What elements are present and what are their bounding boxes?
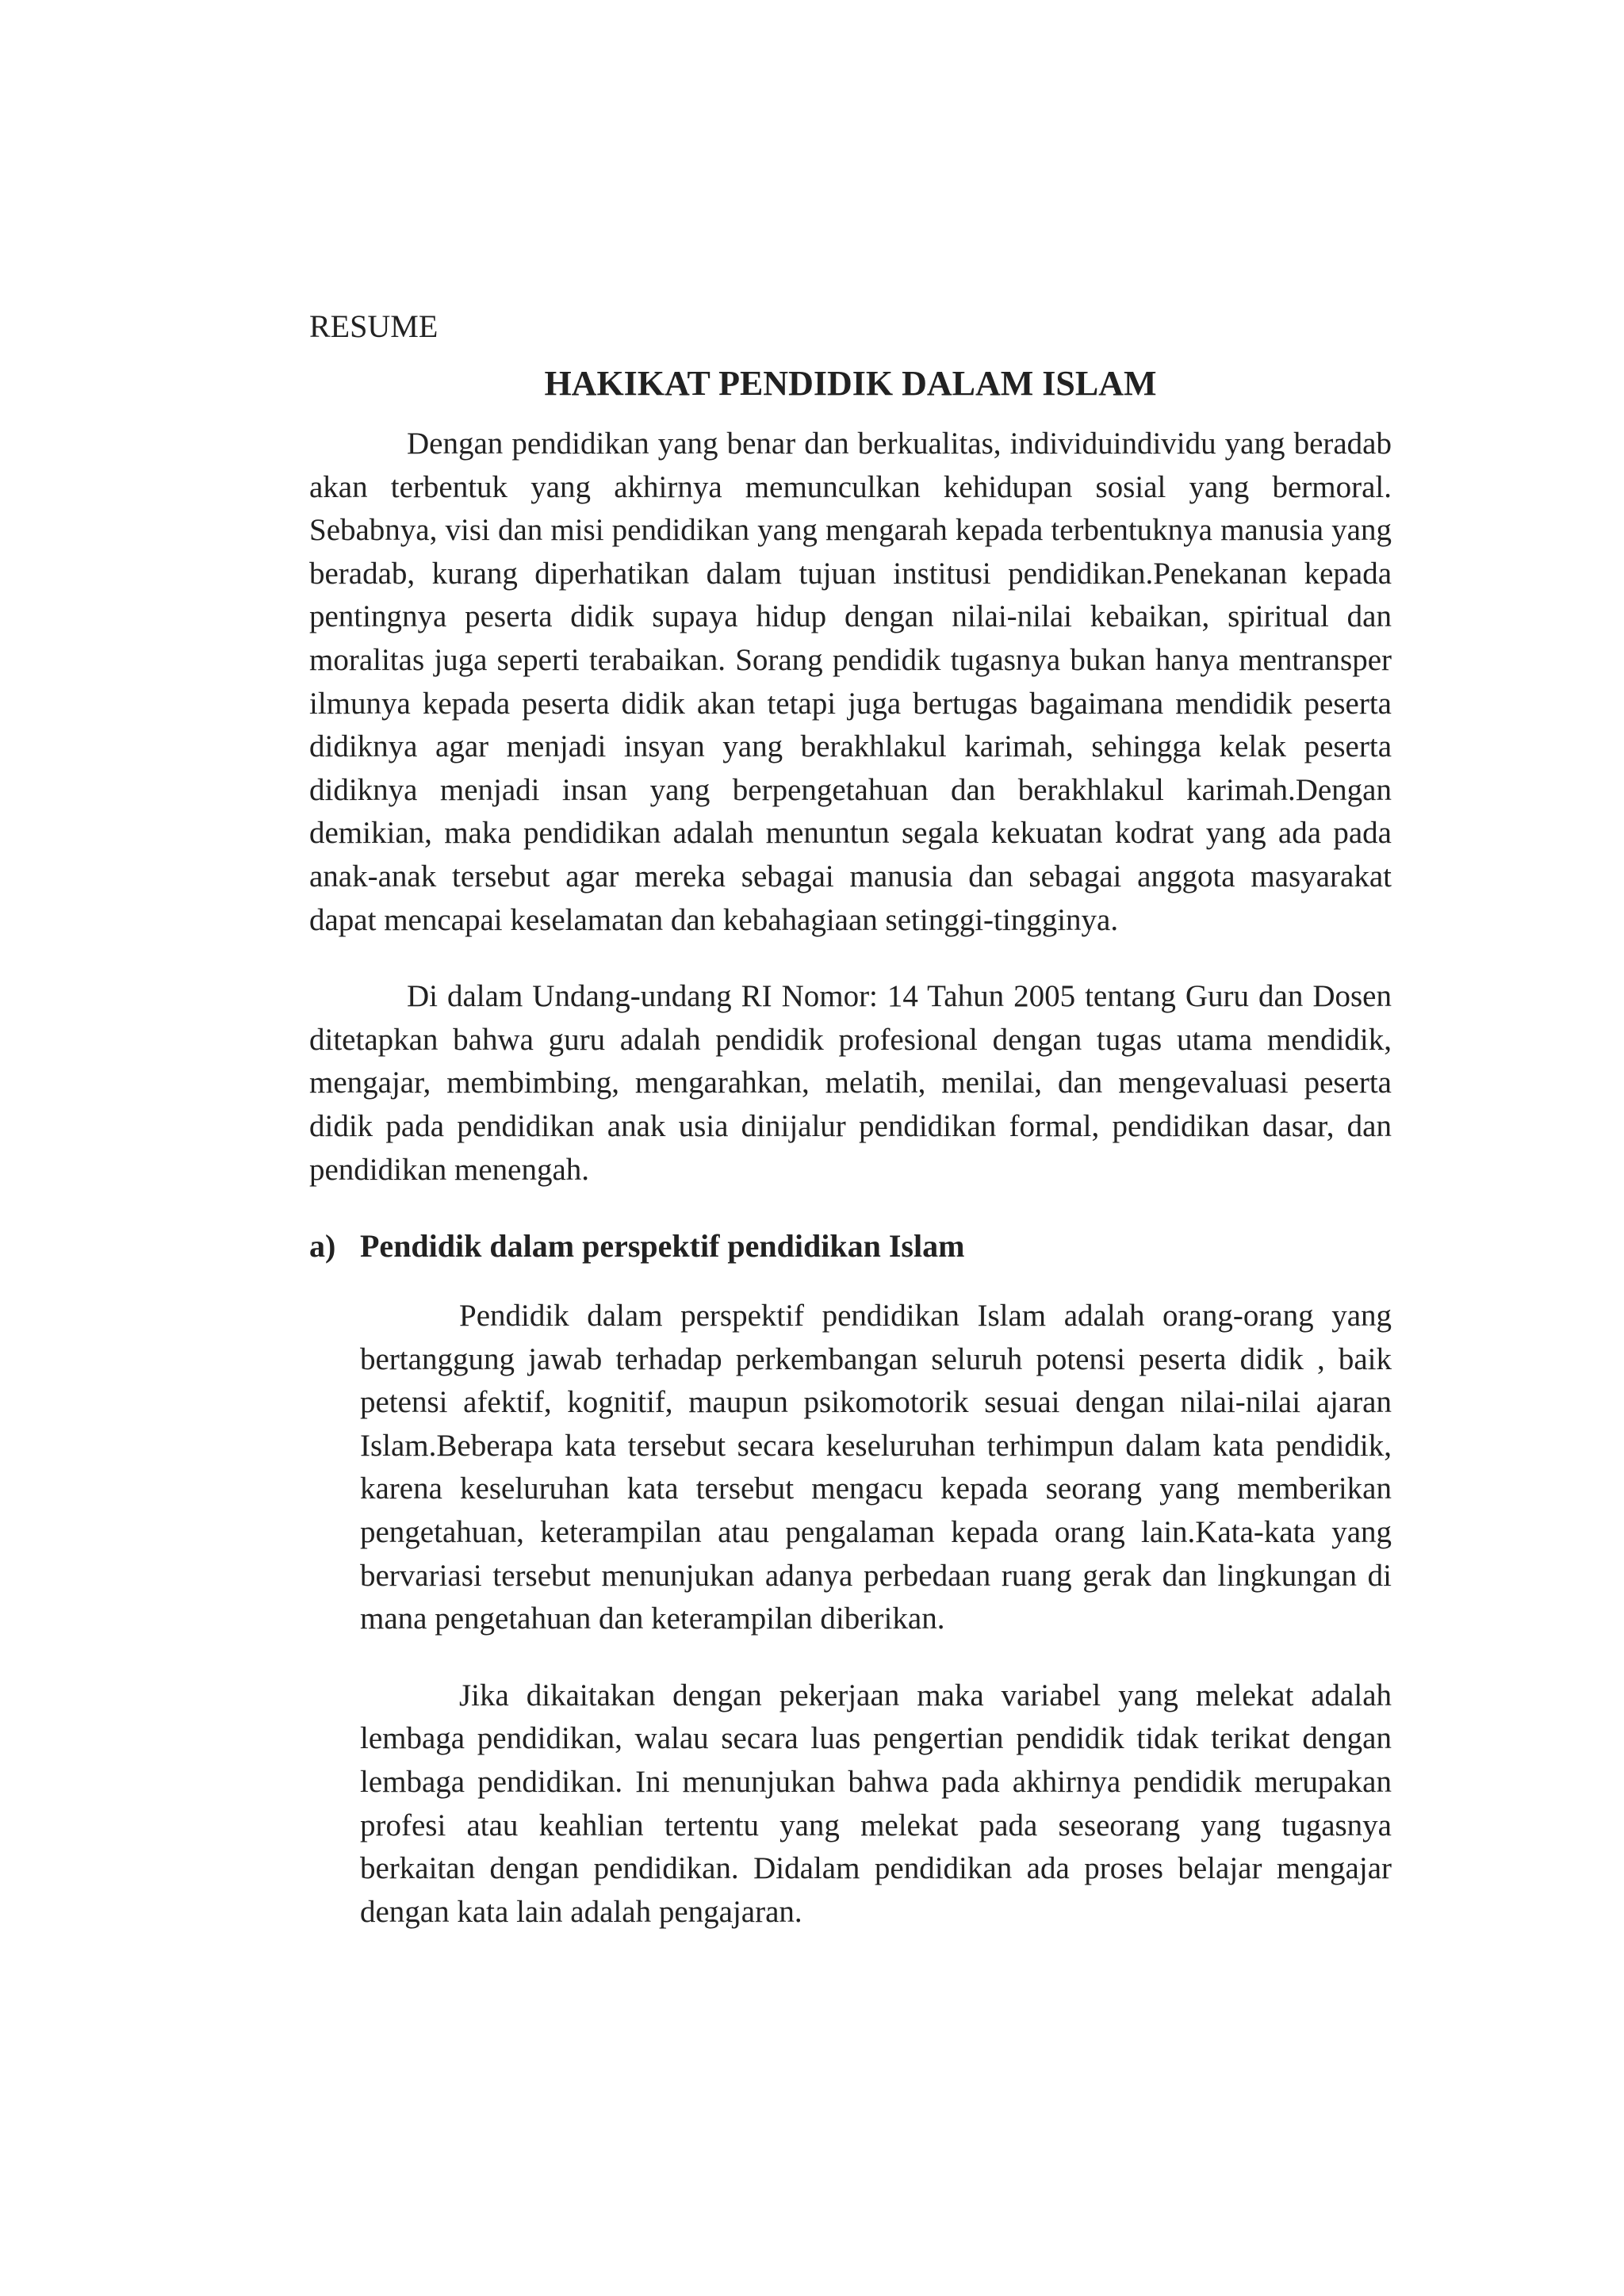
section-a-marker: a) xyxy=(309,1228,336,1265)
section-a-body xyxy=(360,1295,1392,1934)
section-a-heading xyxy=(309,1225,1392,1268)
paragraph-intro: Dengan pendidikan yang benar dan berkualitas, individuindividu yang beradab akan terbentuk yang akhirnya memunculkan kehidupan sosial yang bermoral. Sebabnya, visi dan misi pendidikan yang mengarah kepada terbentuknya manusia yang beradab, kurang diperhatikan dalam tujuan institusi pendidikan.Penekanan kepada pentingnya peserta didik supaya hidup dengan nilai-nilai kebaikan, spiritual dan moralitas juga seperti terabaikan. Sorang pendidik tugasnya bukan hanya mentransper ilmunya kepada peserta didik akan tetapi juga bertugas bagaimana mendidik peserta didiknya agar menjadi insyan yang berakhlakul karimah, sehingga kelak peserta didiknya menjadi insan yang berpengetahuan dan berakhlakul karimah.Dengan demikian, maka pendidikan adalah menuntun segala kekuatan kodrat yang ada pada anak-anak tersebut agar mereka sebagai manusia dan sebagai anggota masyarakat dapat mencapai keselamatan dan kebahagiaan setinggi-tingginya. xyxy=(309,427,1392,937)
document-body xyxy=(309,305,1392,1934)
section-a-paragraph-1: Pendidik dalam perspektif pendidikan Islam adalah orang-orang yang bertanggung jawab terhadap perkembangan seluruh potensi peserta didik , baik petensi afektif, kognitif, maupun psikomotorik sesuai dengan nilai-nilai ajaran Islam.Beberapa kata tersebut secara keseluruhan terhimpun dalam kata pendidik, karena keseluruhan kata tersebut mengacu kepada seorang yang memberikan pengetahuan, keterampilan atau pengalaman kepada orang lain.Kata-kata yang bervariasi tersebut menunjukan adanya perbedaan ruang gerak dan lingkungan di mana pengetahuan dan keterampilan diberikan. xyxy=(360,1299,1392,1636)
paragraph-law: Di dalam Undang-undang RI Nomor: 14 Tahun 2005 tentang Guru dan Dosen ditetapkan bahwa guru adalah pendidik profesional dengan tugas utama mendidik, mengajar, membimbing, mengarahkan, melatih, menilai, dan mengevaluasi peserta didik pada pendidikan anak usia dinijalur pendidikan formal, pendidikan dasar, dan pendidikan menengah. xyxy=(309,979,1392,1187)
section-a-paragraph-2: Jika dikaitakan dengan pekerjaan maka variabel yang melekat adalah lembaga pendidikan, walau secara luas pengertian pendidik tidak terikat dengan lembaga pendidikan. Ini menunjukan bahwa pada akhirnya pendidik merupakan profesi atau keahlian tertentu yang melekat pada seseorang yang tugasnya berkaitan dengan pendidikan. Didalam pendidikan ada proses belajar mengajar dengan kata lain adalah pengajaran. xyxy=(360,1678,1392,1929)
section-a-title: Pendidik dalam perspektif pendidikan Islam xyxy=(360,1228,965,1265)
document-title: HAKIKAT PENDIDIK DALAM ISLAM xyxy=(544,364,1157,403)
document-label: RESUME xyxy=(309,308,439,344)
